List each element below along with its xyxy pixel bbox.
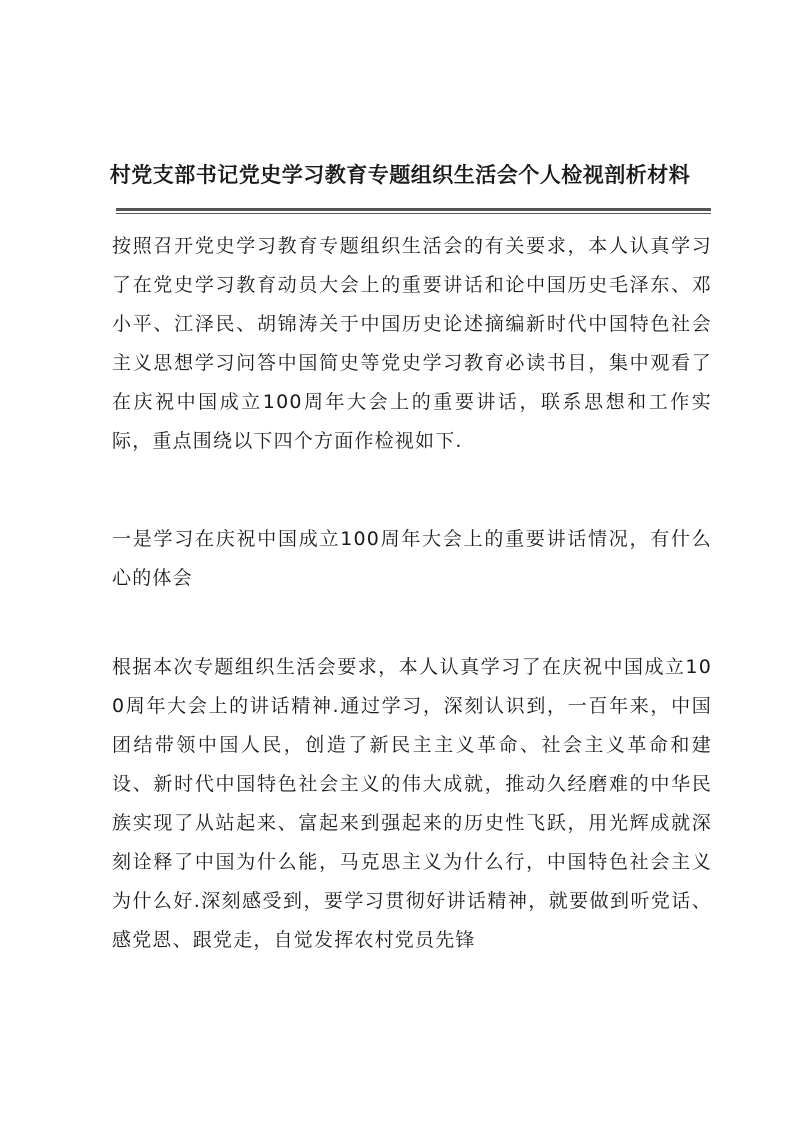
title-rule-thick [116,208,711,211]
paragraph-body: 根据本次专题组织生活会要求，本人认真学习了在庆祝中国成立100周年大会上的讲话精神.通过学习，深刻认识到，一百年来，中国团结带领中国人民，创造了新民主主义革命、社会主义革命和建设、新时代中国特色社会主义的伟大成就，推动久经磨难的中华民族实现了从站起来、富起来到强起来的历史性飞跃，用光辉成就深刻诠释了中国为什么能，马克思主义为什么行，中国特色社会主义为什么好.深刻感受到，要学习贯彻好讲话精神，就要做到听党话、感党恩、跟党走，自觉发挥农村党员先锋 [112,656,712,951]
paragraph-intro: 按照召开党史学习教育专题组织生活会的有关要求，本人认真学习了在党史学习教育动员大会上的重要讲话和论中国历史毛泽东、邓小平、江泽民、胡锦涛关于中国历史论述摘编新时代中国特色社会主义思想学习问答中国简史等党史学习教育必读书目，集中观看了在庆祝中国成立100周年大会上的重要讲话，联系思想和工作实际，重点围绕以下四个方面作检视如下. [112,235,712,452]
title-rule-thin [116,213,711,214]
document-title: 村党支部书记党史学习教育专题组织生活会个人检视剖析材料 [109,162,691,187]
paragraph-section-heading: 一是学习在庆祝中国成立100周年大会上的重要讲话情况，有什么心的体会 [112,528,712,589]
